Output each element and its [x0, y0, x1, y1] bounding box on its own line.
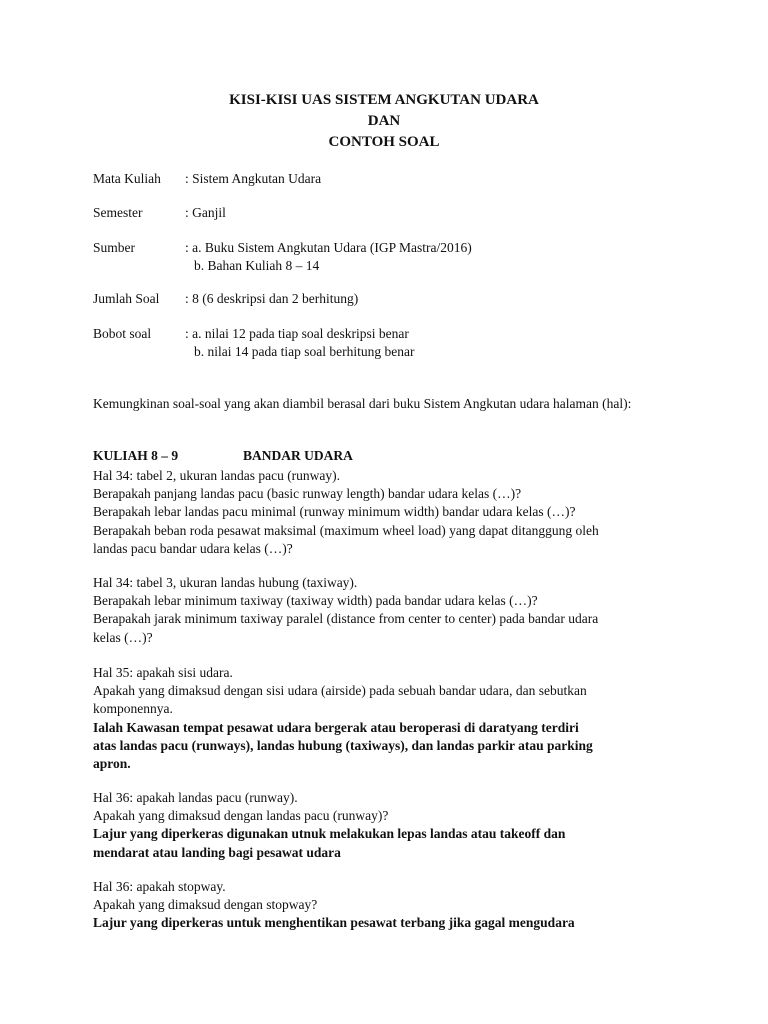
meta-label: Sumber: [93, 240, 135, 255]
meta-label: Semester: [93, 205, 143, 220]
question-line: Berapakah lebar minimum taxiway (taxiway width) pada bandar udara kelas (…)?: [93, 593, 538, 609]
question-block-airside: [93, 664, 683, 773]
answer-line: Lajur yang diperkeras untuk menghentikan pesawat terbang jika gagal mengudara: [93, 915, 575, 931]
meta-label: Bobot soal: [93, 326, 152, 341]
reference-line: Hal 35: apakah sisi udara.: [93, 665, 233, 680]
question-line: Berapakah panjang landas pacu (basic runway length) bandar udara kelas (…)?: [93, 486, 522, 502]
question-block-runway-size: [93, 467, 683, 558]
question-block-taxiway-size: [93, 574, 683, 647]
meta-value: : 8 (6 deskripsi dan 2 berhitung): [185, 291, 359, 306]
question-line: kelas (…)?: [93, 629, 153, 645]
reference-line: Hal 36: apakah stopway.: [93, 879, 226, 894]
question-block-stopway: [93, 878, 683, 933]
question-line: Berapakah jarak minimum taxiway paralel (distance from center to center) pada bandar udara: [93, 611, 599, 627]
answer-line: Ialah Kawasan tempat pesawat udara bergerak atau beroperasi di daratyang terdiri: [93, 719, 579, 735]
reference-line: Hal 34: tabel 3, ukuran landas hubung (taxiway).: [93, 575, 358, 590]
title-line-3: CONTOH SOAL: [328, 134, 440, 150]
question-line: Apakah yang dimaksud dengan sisi udara (airside) pada sebuah bandar udara, dan sebutkan: [93, 683, 587, 699]
question-line: Apakah yang dimaksud dengan stopway?: [93, 897, 318, 913]
reference-line: Hal 34: tabel 2, ukuran landas pacu (runway).: [93, 468, 341, 483]
meta-label: Mata Kuliah: [93, 171, 161, 186]
meta-value-2: b. nilai 14 pada tiap soal berhitung benar: [194, 344, 415, 359]
question-line: landas pacu bandar udara kelas (…)?: [93, 540, 293, 556]
meta-value: : a. Buku Sistem Angkutan Udara (IGP Mastra/2016): [185, 240, 472, 255]
section-heading: [93, 448, 353, 464]
title-line-1: KISI-KISI UAS SISTEM ANGKUTAN UDARA: [229, 92, 539, 108]
question-block-runway: [93, 789, 683, 862]
section-topic: BANDAR UDARA: [243, 448, 353, 463]
document-title: [0, 90, 768, 153]
answer-line: Lajur yang diperkeras digunakan utnuk melakukan lepas landas atau takeoff dan: [93, 826, 566, 842]
question-line: Berapakah beban roda pesawat maksimal (maximum wheel load) yang dapat ditanggung oleh: [93, 522, 599, 538]
answer-line: atas landas pacu (runways), landas hubung (taxiways), dan landas parkir atau parking: [93, 737, 593, 753]
reference-line: Hal 36: apakah landas pacu (runway).: [93, 790, 298, 805]
question-line: komponennya.: [93, 701, 173, 717]
answer-line: apron.: [93, 756, 131, 772]
answer-line: mendarat atau landing bagi pesawat udara: [93, 844, 341, 860]
intro-paragraph: Kemungkinan soal-soal yang akan diambil berasal dari buku Sistem Angkutan udara halaman (hal):: [93, 396, 632, 411]
title-line-2: DAN: [367, 113, 401, 129]
meta-value-2: b. Bahan Kuliah 8 – 14: [194, 258, 320, 273]
section-kuliah: KULIAH 8 – 9: [93, 448, 179, 463]
meta-value: : a. nilai 12 pada tiap soal deskripsi benar: [185, 326, 409, 341]
meta-value: : Sistem Angkutan Udara: [185, 171, 322, 186]
question-line: Berapakah lebar landas pacu minimal (runway minimum width) bandar udara kelas (…)?: [93, 504, 576, 520]
meta-label: Jumlah Soal: [93, 291, 160, 306]
meta-value: : Ganjil: [185, 205, 226, 220]
question-line: Apakah yang dimaksud dengan landas pacu (runway)?: [93, 808, 389, 824]
